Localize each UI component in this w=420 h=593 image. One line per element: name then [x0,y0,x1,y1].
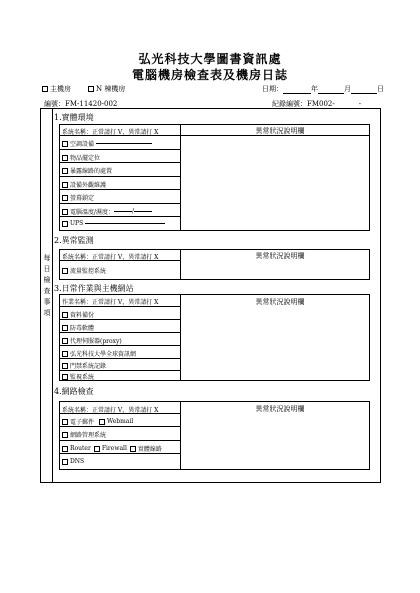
table-bottom-border [40,482,381,483]
document-title: 弘光科技大學圖書資訊處 [138,52,282,66]
check-item-cctv[interactable]: 監視系統 [62,372,94,381]
table-left-border [40,108,41,482]
side-column-divider [52,108,53,482]
section4-remark-header: 異常狀況說明欄 [255,405,305,413]
check-item-backup[interactable]: 資料備份 [62,310,94,319]
check-item-proxy[interactable]: 代理伺服器(proxy) [62,336,122,345]
doc-number: 編號：FM-11420-002 [44,100,118,108]
room-n-option[interactable]: N 棟機房 [88,84,125,94]
daily-check-side-label: 每 日 檢 查 事 項 [43,254,51,317]
check-item-access-control[interactable]: 門禁系統記錄 [62,361,106,370]
section3-remark-header: 異常狀況說明欄 [255,298,305,306]
section1-remark-header: 異常狀況說明欄 [255,127,305,135]
section1-col-header: 系統名稱：正常請打 V，異常請打 X [62,129,159,136]
room-n-checkbox[interactable] [88,86,94,92]
section2-remark-header: 異常狀況說明欄 [255,252,305,260]
table-right-border [380,108,381,482]
room-main-checkbox[interactable] [42,86,48,92]
check-item-aircon[interactable]: 空調設備 [62,139,152,148]
section-monitoring-title: 2.異常監測 [54,236,94,245]
check-item-dns[interactable]: DNS [62,458,84,465]
check-item-router-firewall[interactable]: Router Firewall 實體線路 [62,444,162,453]
date-field: 日期： 年 月 日 [262,85,384,93]
room-main-option[interactable]: 主機房 [42,84,71,94]
check-item-website[interactable]: 弘光科技大學全球資訊網 [62,349,136,358]
check-item-antivirus[interactable]: 防毒軟體 [62,323,94,332]
document-subtitle: 電腦機房檢查表及機房日誌 [131,68,288,82]
section-daily-ops-title: 3.日常作業與主機網站 [54,284,134,293]
check-item-appearance[interactable]: 設備外觀維護 [62,180,106,189]
section-network-title: 4.網路檢查 [54,387,94,396]
section-physical-title: 1.實體環境 [54,113,94,122]
check-item-screen-lock[interactable]: 螢幕鎖定 [62,193,94,202]
table-top-border [40,108,380,109]
check-item-placement[interactable]: 物品擺定位 [62,153,100,162]
section4-col-header: 系統名稱：正常請打 V，異常請打 X [62,407,159,414]
check-item-netmgmt[interactable]: 網路管理系統 [62,430,106,439]
section2-col-header: 系統名稱：正常請打 V，異常請打 X [62,254,159,261]
check-item-traffic-monitor[interactable]: 流量監控系統 [62,266,106,275]
section3-col-header: 作業名稱：正常請打 V，異常請打 X [62,299,159,306]
check-item-temp-humidity[interactable]: 電腦溫度/濕度： / [62,207,152,216]
check-item-wiring[interactable]: 暴露線路的處置 [62,166,112,175]
check-item-ups[interactable]: UPS [62,220,165,227]
check-item-email-row[interactable]: 電子郵件 Webmail [62,417,133,426]
record-number: 紀錄編號：FM002- - [272,99,373,109]
